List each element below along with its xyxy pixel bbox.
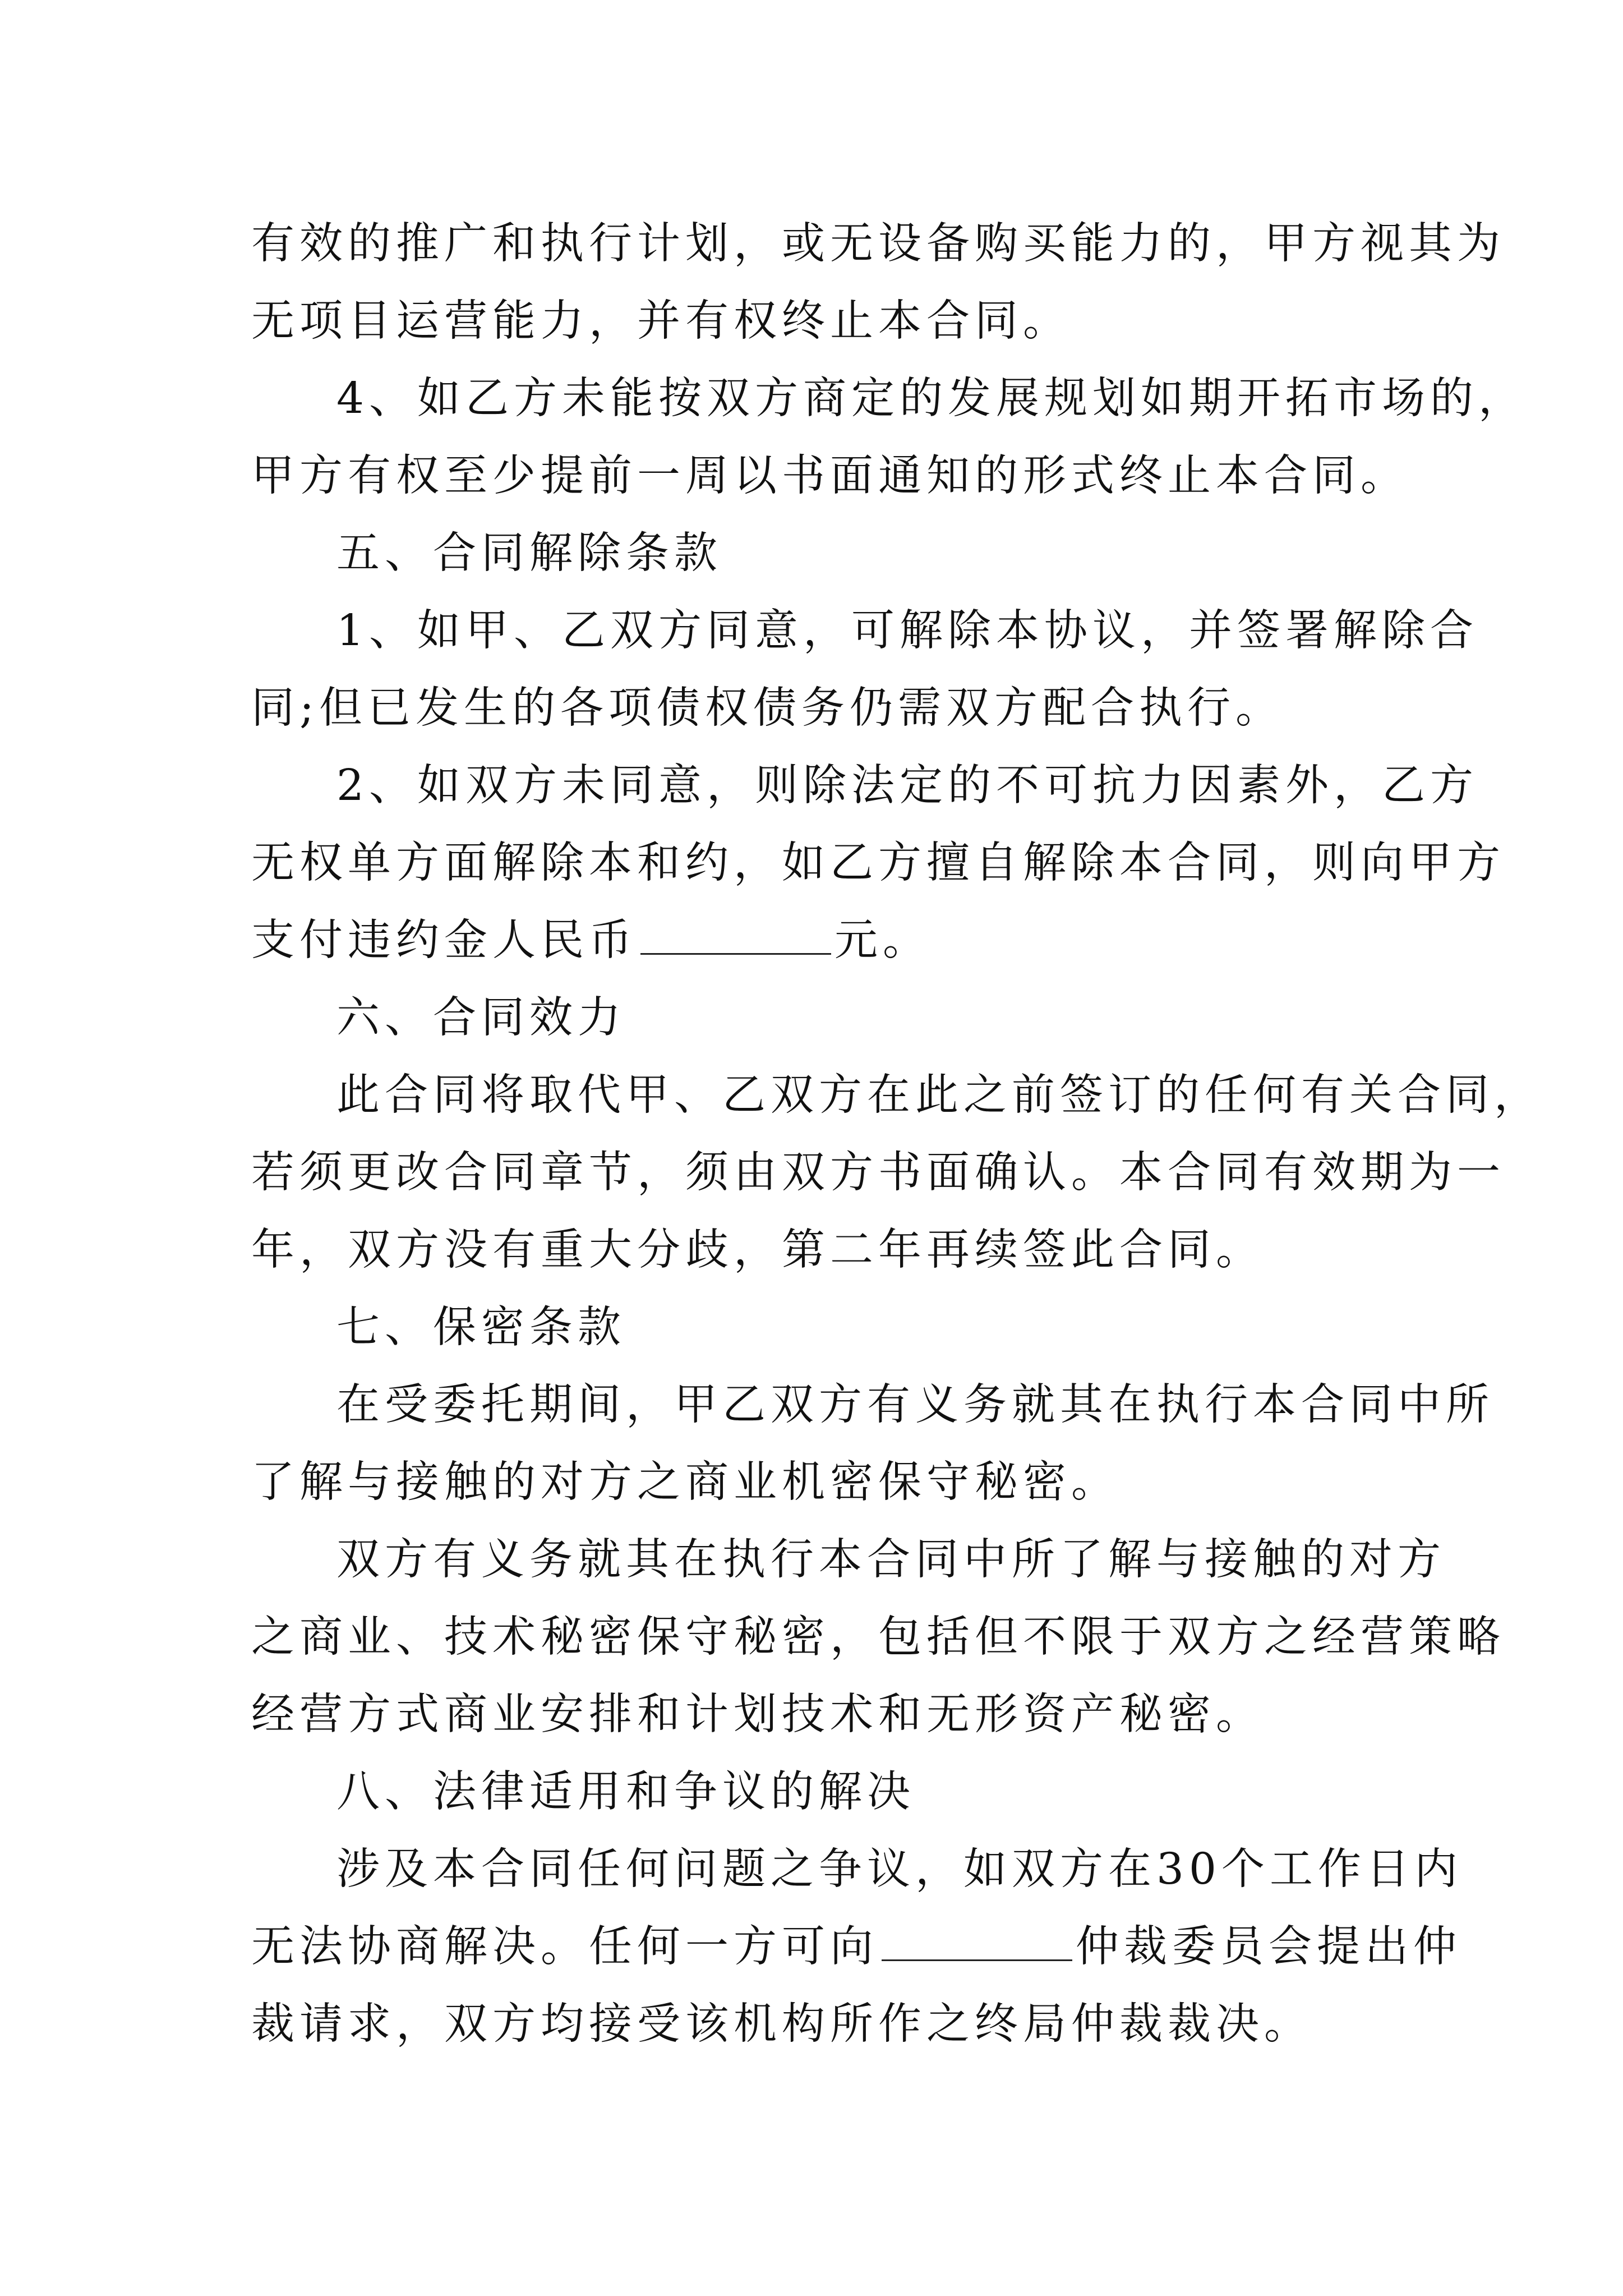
- clause-2-line: 2、如双方未同意，则除法定的不可抗力因素外，乙方: [336, 761, 1478, 811]
- arbitration-committee-blank: [882, 1920, 1072, 1961]
- paragraph-line: 经营方式商业安排和计划技术和无形资产秘密。: [251, 1690, 1264, 1740]
- paragraph-line: 裁请求，双方均接受该机构所作之终局仲裁裁决。: [251, 1999, 1312, 2049]
- paragraph-line: 甲方有权至少提前一周以书面通知的形式终止本合同。: [251, 451, 1409, 501]
- paragraph-line: 无法协商解决。任何一方可向 仲裁委员会提出仲: [251, 1916, 1395, 1978]
- paragraph-line: 有效的推广和执行计划，或无设备购买能力的，甲方视其为: [251, 219, 1505, 269]
- paragraph-line: 年，双方没有重大分歧，第二年再续签此合同。: [251, 1225, 1264, 1275]
- paragraph-line: 此合同将取代甲、乙双方在此之前签订的任何有关合同，: [336, 1070, 1542, 1120]
- paragraph-line: 双方有义务就其在执行本合同中所了解与接触的对方: [336, 1535, 1446, 1585]
- paragraph-line: 涉及本合同任何问题之争议，如双方在30个工作日内: [336, 1844, 1463, 1894]
- paragraph-line: 了解与接触的对方之商业机密保守秘密。: [251, 1457, 1119, 1507]
- paragraph-line: 支付违约金人民币 元。: [251, 910, 1395, 972]
- section-heading-6: 六、合同效力: [336, 993, 626, 1043]
- paragraph-line: 无权单方面解除本和约，如乙方擅自解除本合同，则向甲方: [251, 838, 1505, 888]
- paragraph-line: 无项目运营能力，并有权终止本合同。: [251, 296, 1071, 346]
- paragraph-line: 若须更改合同章节，须由双方书面确认。本合同有效期为一: [251, 1148, 1505, 1198]
- paragraph-line: 之商业、技术秘密保守秘密，包括但不限于双方之经营策略: [251, 1612, 1505, 1662]
- clause-4-line: 4、如乙方未能按双方商定的发展规划如期开拓市场的，: [336, 374, 1527, 424]
- section-heading-8: 八、法律适用和争议的解决: [336, 1767, 915, 1817]
- section-heading-5: 五、合同解除条款: [336, 528, 722, 578]
- paragraph-line: 在受委托期间，甲乙双方有义务就其在执行本合同中所: [336, 1380, 1494, 1430]
- paragraph-line: 同;但已发生的各项债权债务仍需双方配合执行。: [251, 683, 1284, 733]
- penalty-amount-blank: [640, 914, 831, 955]
- clause-1-line: 1、如甲、乙双方同意，可解除本协议，并签署解除合: [336, 606, 1478, 656]
- section-heading-7: 七、保密条款: [336, 1303, 626, 1352]
